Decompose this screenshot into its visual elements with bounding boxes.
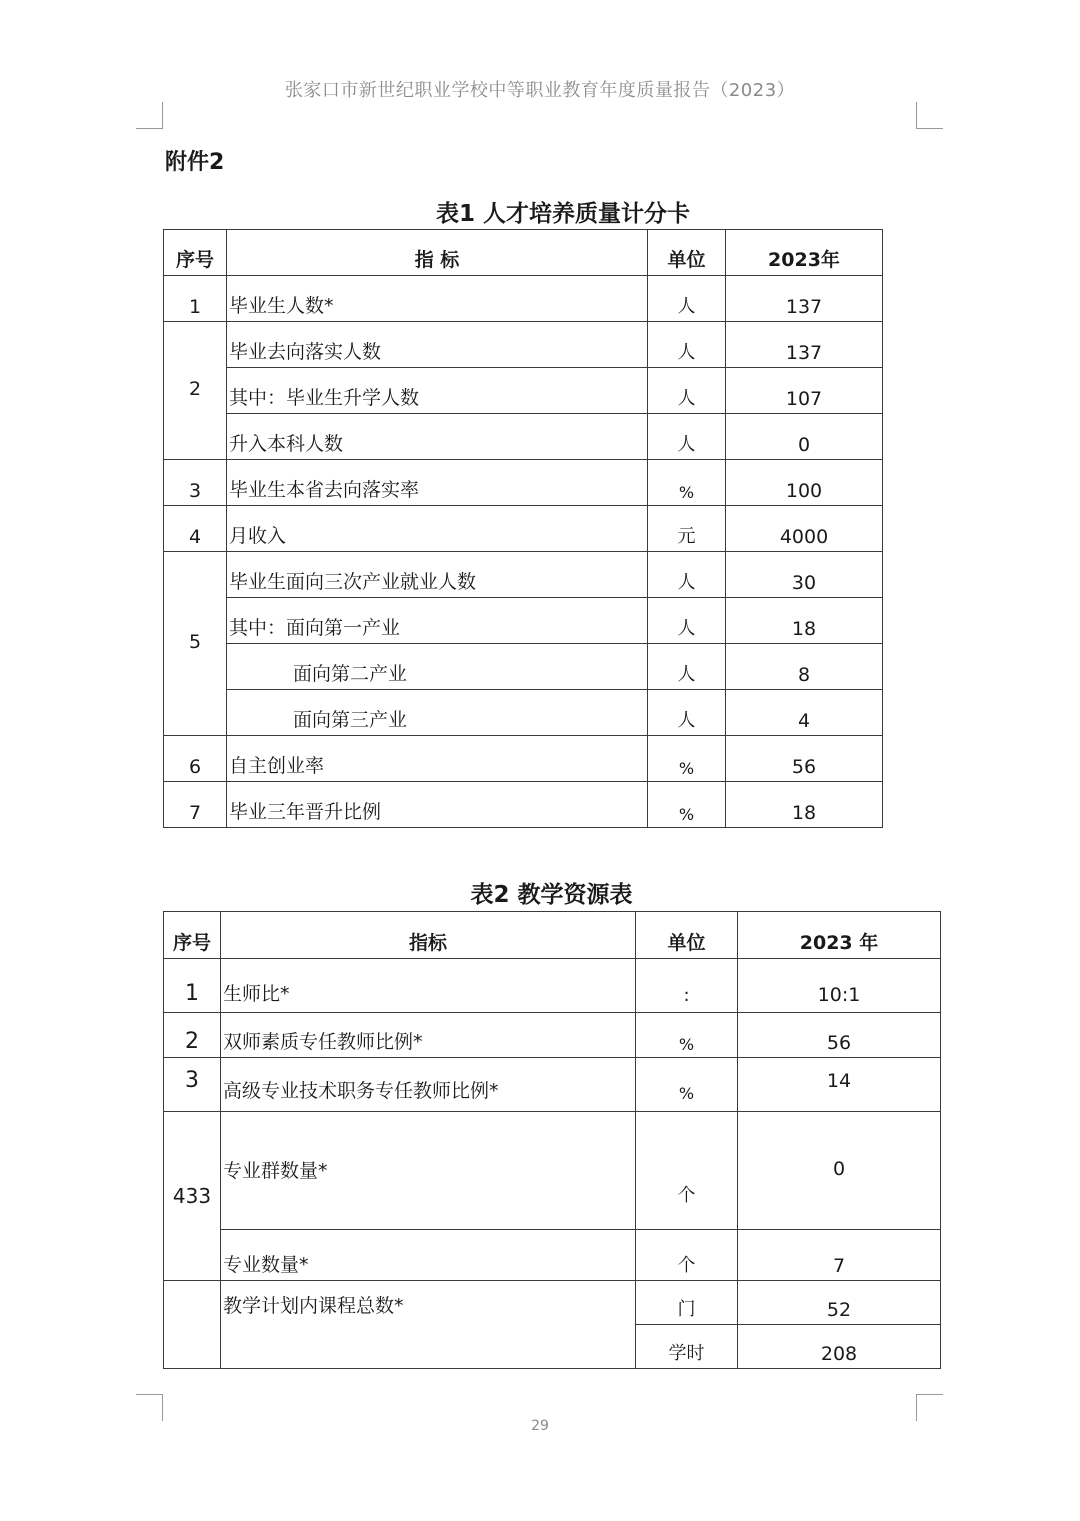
row-no: 6 bbox=[164, 736, 227, 782]
table1-caption: 表1 人才培养质量计分卡 bbox=[435, 201, 690, 227]
row-no: 2 bbox=[164, 1013, 221, 1058]
page-number: 29 bbox=[531, 1418, 549, 1434]
row-value: 107 bbox=[726, 368, 883, 414]
row-indicator: 面向第二产业 bbox=[227, 644, 648, 690]
table1-header-year: 2023年 bbox=[726, 230, 883, 276]
table-row bbox=[164, 1230, 941, 1281]
row-indicator: 毕业去向落实人数 bbox=[227, 322, 648, 368]
row-value: 56 bbox=[738, 1013, 941, 1058]
row-indicator: 高级专业技术职务专任教师比例* bbox=[221, 1058, 636, 1112]
table1 bbox=[163, 229, 883, 828]
row-value: 4000 bbox=[726, 506, 883, 552]
crop-mark-bottom-left bbox=[136, 1394, 163, 1421]
row-indicator: 专业群数量* bbox=[221, 1112, 636, 1230]
row-unit: 门 bbox=[636, 1281, 738, 1325]
table2 bbox=[163, 911, 941, 1369]
row-unit: % bbox=[648, 782, 726, 828]
table-row bbox=[164, 414, 883, 460]
table-row bbox=[164, 552, 883, 598]
row-unit: % bbox=[636, 1013, 738, 1058]
row-value: 0 bbox=[738, 1112, 941, 1230]
row-value: 8 bbox=[726, 644, 883, 690]
row-unit: % bbox=[648, 736, 726, 782]
row-unit: 人 bbox=[648, 368, 726, 414]
table-row bbox=[164, 322, 883, 368]
crop-mark-top-right bbox=[916, 102, 943, 129]
row-no: 3 bbox=[164, 1058, 221, 1112]
running-header: 张家口市新世纪职业学校中等职业教育年度质量报告（2023） bbox=[284, 80, 796, 101]
row-unit: 人 bbox=[648, 276, 726, 322]
row-indicator: 面向第三产业 bbox=[227, 690, 648, 736]
row-unit: 人 bbox=[648, 644, 726, 690]
row-unit: : bbox=[636, 959, 738, 1013]
row-no: 1 bbox=[164, 959, 221, 1013]
row-no: 3 bbox=[164, 460, 227, 506]
row-unit: 学时 bbox=[636, 1325, 738, 1369]
row-unit: % bbox=[648, 460, 726, 506]
row-unit: 人 bbox=[648, 552, 726, 598]
row-value: 18 bbox=[726, 782, 883, 828]
row-value: 4 bbox=[726, 690, 883, 736]
table-row bbox=[164, 690, 883, 736]
row-unit: 元 bbox=[648, 506, 726, 552]
row-no: 1 bbox=[164, 276, 227, 322]
row-indicator: 升入本科人数 bbox=[227, 414, 648, 460]
table2-header-row bbox=[164, 912, 941, 959]
row-indicator: 毕业生面向三次产业就业人数 bbox=[227, 552, 648, 598]
row-no: 5 bbox=[164, 552, 227, 736]
row-unit: 人 bbox=[648, 690, 726, 736]
table-row bbox=[164, 1013, 941, 1058]
table-row bbox=[164, 368, 883, 414]
row-value: 10:1 bbox=[738, 959, 941, 1013]
row-unit: 个 bbox=[636, 1230, 738, 1281]
row-no: 433 bbox=[164, 1112, 221, 1281]
table-row bbox=[164, 959, 941, 1013]
table-row bbox=[164, 276, 883, 322]
row-indicator: 月收入 bbox=[227, 506, 648, 552]
row-unit: 人 bbox=[648, 414, 726, 460]
row-unit: % bbox=[636, 1058, 738, 1112]
table-row bbox=[164, 460, 883, 506]
row-unit: 人 bbox=[648, 598, 726, 644]
table1-header-unit: 单位 bbox=[648, 230, 726, 276]
row-value: 30 bbox=[726, 552, 883, 598]
table1-header-row bbox=[164, 230, 883, 276]
row-indicator: 毕业三年晋升比例 bbox=[227, 782, 648, 828]
row-value: 0 bbox=[726, 414, 883, 460]
row-value: 137 bbox=[726, 322, 883, 368]
row-indicator: 毕业生人数* bbox=[227, 276, 648, 322]
row-unit: 人 bbox=[648, 322, 726, 368]
table1-header-indicator: 指 标 bbox=[227, 230, 648, 276]
table2-header-unit: 单位 bbox=[636, 912, 738, 959]
table-row bbox=[164, 644, 883, 690]
attachment-label: 附件2 bbox=[165, 150, 225, 175]
table-row bbox=[164, 1058, 941, 1112]
table2-header-indicator: 指标 bbox=[221, 912, 636, 959]
table-row bbox=[164, 1112, 941, 1230]
row-indicator: 专业数量* bbox=[221, 1230, 636, 1281]
table-row bbox=[164, 598, 883, 644]
row-value: 7 bbox=[738, 1230, 941, 1281]
row-indicator: 自主创业率 bbox=[227, 736, 648, 782]
table1-header-no: 序号 bbox=[164, 230, 227, 276]
table-row bbox=[164, 736, 883, 782]
row-value: 52 bbox=[738, 1281, 941, 1325]
table-row bbox=[164, 1281, 941, 1325]
row-indicator: 教学计划内课程总数* bbox=[221, 1281, 636, 1369]
row-no-empty bbox=[164, 1281, 221, 1369]
row-indicator: 其中：毕业生升学人数 bbox=[227, 368, 648, 414]
row-value: 18 bbox=[726, 598, 883, 644]
row-value: 56 bbox=[726, 736, 883, 782]
table2-caption: 表2 教学资源表 bbox=[470, 882, 633, 908]
row-value: 100 bbox=[726, 460, 883, 506]
row-indicator: 生师比* bbox=[221, 959, 636, 1013]
row-indicator: 其中：面向第一产业 bbox=[227, 598, 648, 644]
row-no: 2 bbox=[164, 322, 227, 460]
table2-header-no: 序号 bbox=[164, 912, 221, 959]
table2-header-year: 2023 年 bbox=[738, 912, 941, 959]
row-no: 4 bbox=[164, 506, 227, 552]
row-no: 7 bbox=[164, 782, 227, 828]
table-row bbox=[164, 506, 883, 552]
row-indicator: 毕业生本省去向落实率 bbox=[227, 460, 648, 506]
row-unit: 个 bbox=[636, 1112, 738, 1230]
crop-mark-bottom-right bbox=[916, 1394, 943, 1421]
table-row bbox=[164, 782, 883, 828]
row-indicator: 双师素质专任教师比例* bbox=[221, 1013, 636, 1058]
row-value: 137 bbox=[726, 276, 883, 322]
row-value: 14 bbox=[738, 1058, 941, 1112]
crop-mark-top-left bbox=[136, 102, 163, 129]
row-value: 208 bbox=[738, 1325, 941, 1369]
